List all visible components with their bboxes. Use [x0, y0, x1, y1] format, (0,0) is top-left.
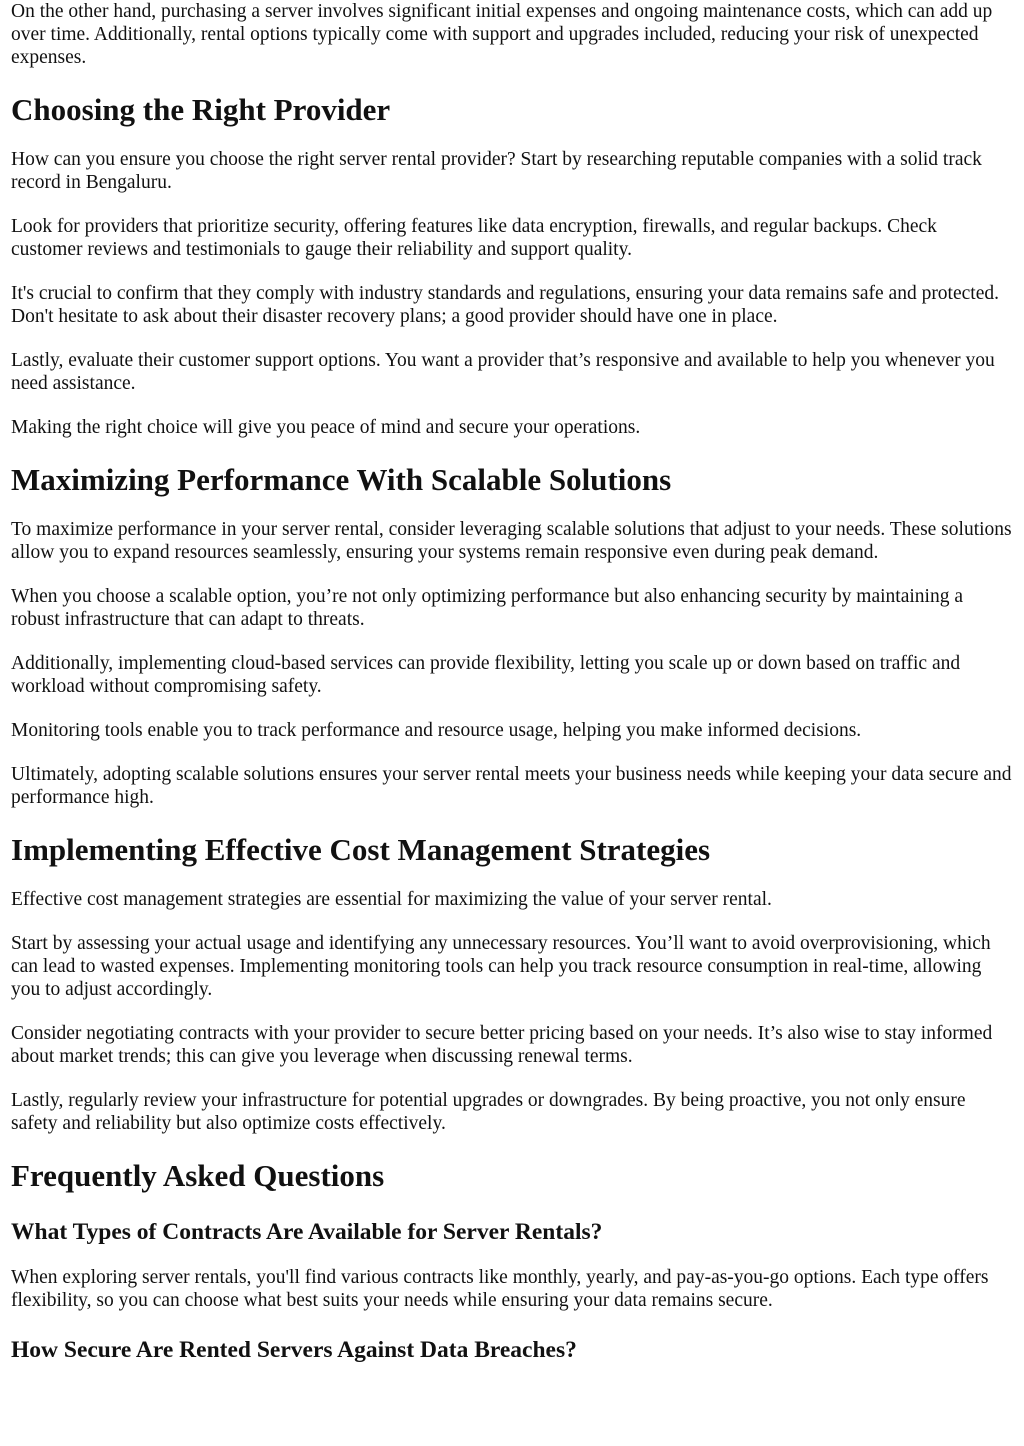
paragraph: How can you ensure you choose the right server rental provider? Start by researching reputable companies with a solid track record in Bengaluru.: [11, 149, 982, 193]
paragraph: Start by assessing your actual usage and identifying any unnecessary resources. You’ll want to avoid overprovisioning, which can lead to wasted expenses. Implementing monitoring tools can help you track resource consumption in real-time, allowing you to adjust accordingly.: [11, 933, 991, 1000]
paragraph: Ultimately, adopting scalable solutions ensures your server rental meets your business needs while keeping your data secure and performance high.: [11, 764, 1012, 808]
paragraph: When you choose a scalable option, you’re not only optimizing performance but also enhancing security by maintaining a robust infrastructure that can adapt to threats.: [11, 586, 963, 630]
paragraph: Monitoring tools enable you to track performance and resource usage, helping you make informed decisions.: [11, 720, 862, 741]
intro-paragraph: On the other hand, purchasing a server involves significant initial expenses and ongoing maintenance costs, which can add up over time. Additionally, rental options typically come with support and upgrades included, reducing your risk of unexpected expenses.: [11, 1, 993, 68]
paragraph: Consider negotiating contracts with your provider to secure better pricing based on your needs. It’s also wise to stay informed about market trends; this can give you leverage when discussing renewal terms.: [11, 1023, 993, 1067]
faq-question: How Secure Are Rented Servers Against Data Breaches?: [11, 1337, 577, 1363]
paragraph: Effective cost management strategies are essential for maximizing the value of your server rental.: [11, 889, 772, 910]
paragraph: Making the right choice will give you peace of mind and secure your operations.: [11, 417, 641, 438]
faq-question: What Types of Contracts Are Available for Server Rentals?: [11, 1219, 603, 1245]
paragraph: Look for providers that prioritize security, offering features like data encryption, firewalls, and regular backups. Check customer reviews and testimonials to gauge their reliability and support quality.: [11, 216, 937, 260]
paragraph: Additionally, implementing cloud-based services can provide flexibility, letting you scale up or down based on traffic and workload without compromising safety.: [11, 653, 961, 697]
section-heading-performance: Maximizing Performance With Scalable Solutions: [11, 462, 672, 497]
section-heading-provider: Choosing the Right Provider: [11, 92, 391, 127]
faq-answer: When exploring server rentals, you'll find various contracts like monthly, yearly, and pay-as-you-go options. Each type offers flexibility, so you can choose what best suits your needs while ensuring your data remains secure.: [11, 1267, 989, 1311]
section-heading-faq: Frequently Asked Questions: [11, 1158, 385, 1193]
paragraph: To maximize performance in your server rental, consider leveraging scalable solutions that adjust to your needs. These solutions allow you to expand resources seamlessly, ensuring your systems remain responsive even during peak demand.: [11, 519, 1012, 563]
paragraph: Lastly, evaluate their customer support options. You want a provider that’s responsive and available to help you whenever you need assistance.: [11, 350, 995, 394]
section-heading-cost: Implementing Effective Cost Management Strategies: [11, 832, 711, 867]
paragraph: It's crucial to confirm that they comply with industry standards and regulations, ensuring your data remains safe and protected. Don't hesitate to ask about their disaster recovery plans; a good provider should have one in place.: [11, 283, 999, 327]
paragraph: Lastly, regularly review your infrastructure for potential upgrades or downgrades. By being proactive, you not only ensure safety and reliability but also optimize costs effectively.: [11, 1090, 966, 1134]
